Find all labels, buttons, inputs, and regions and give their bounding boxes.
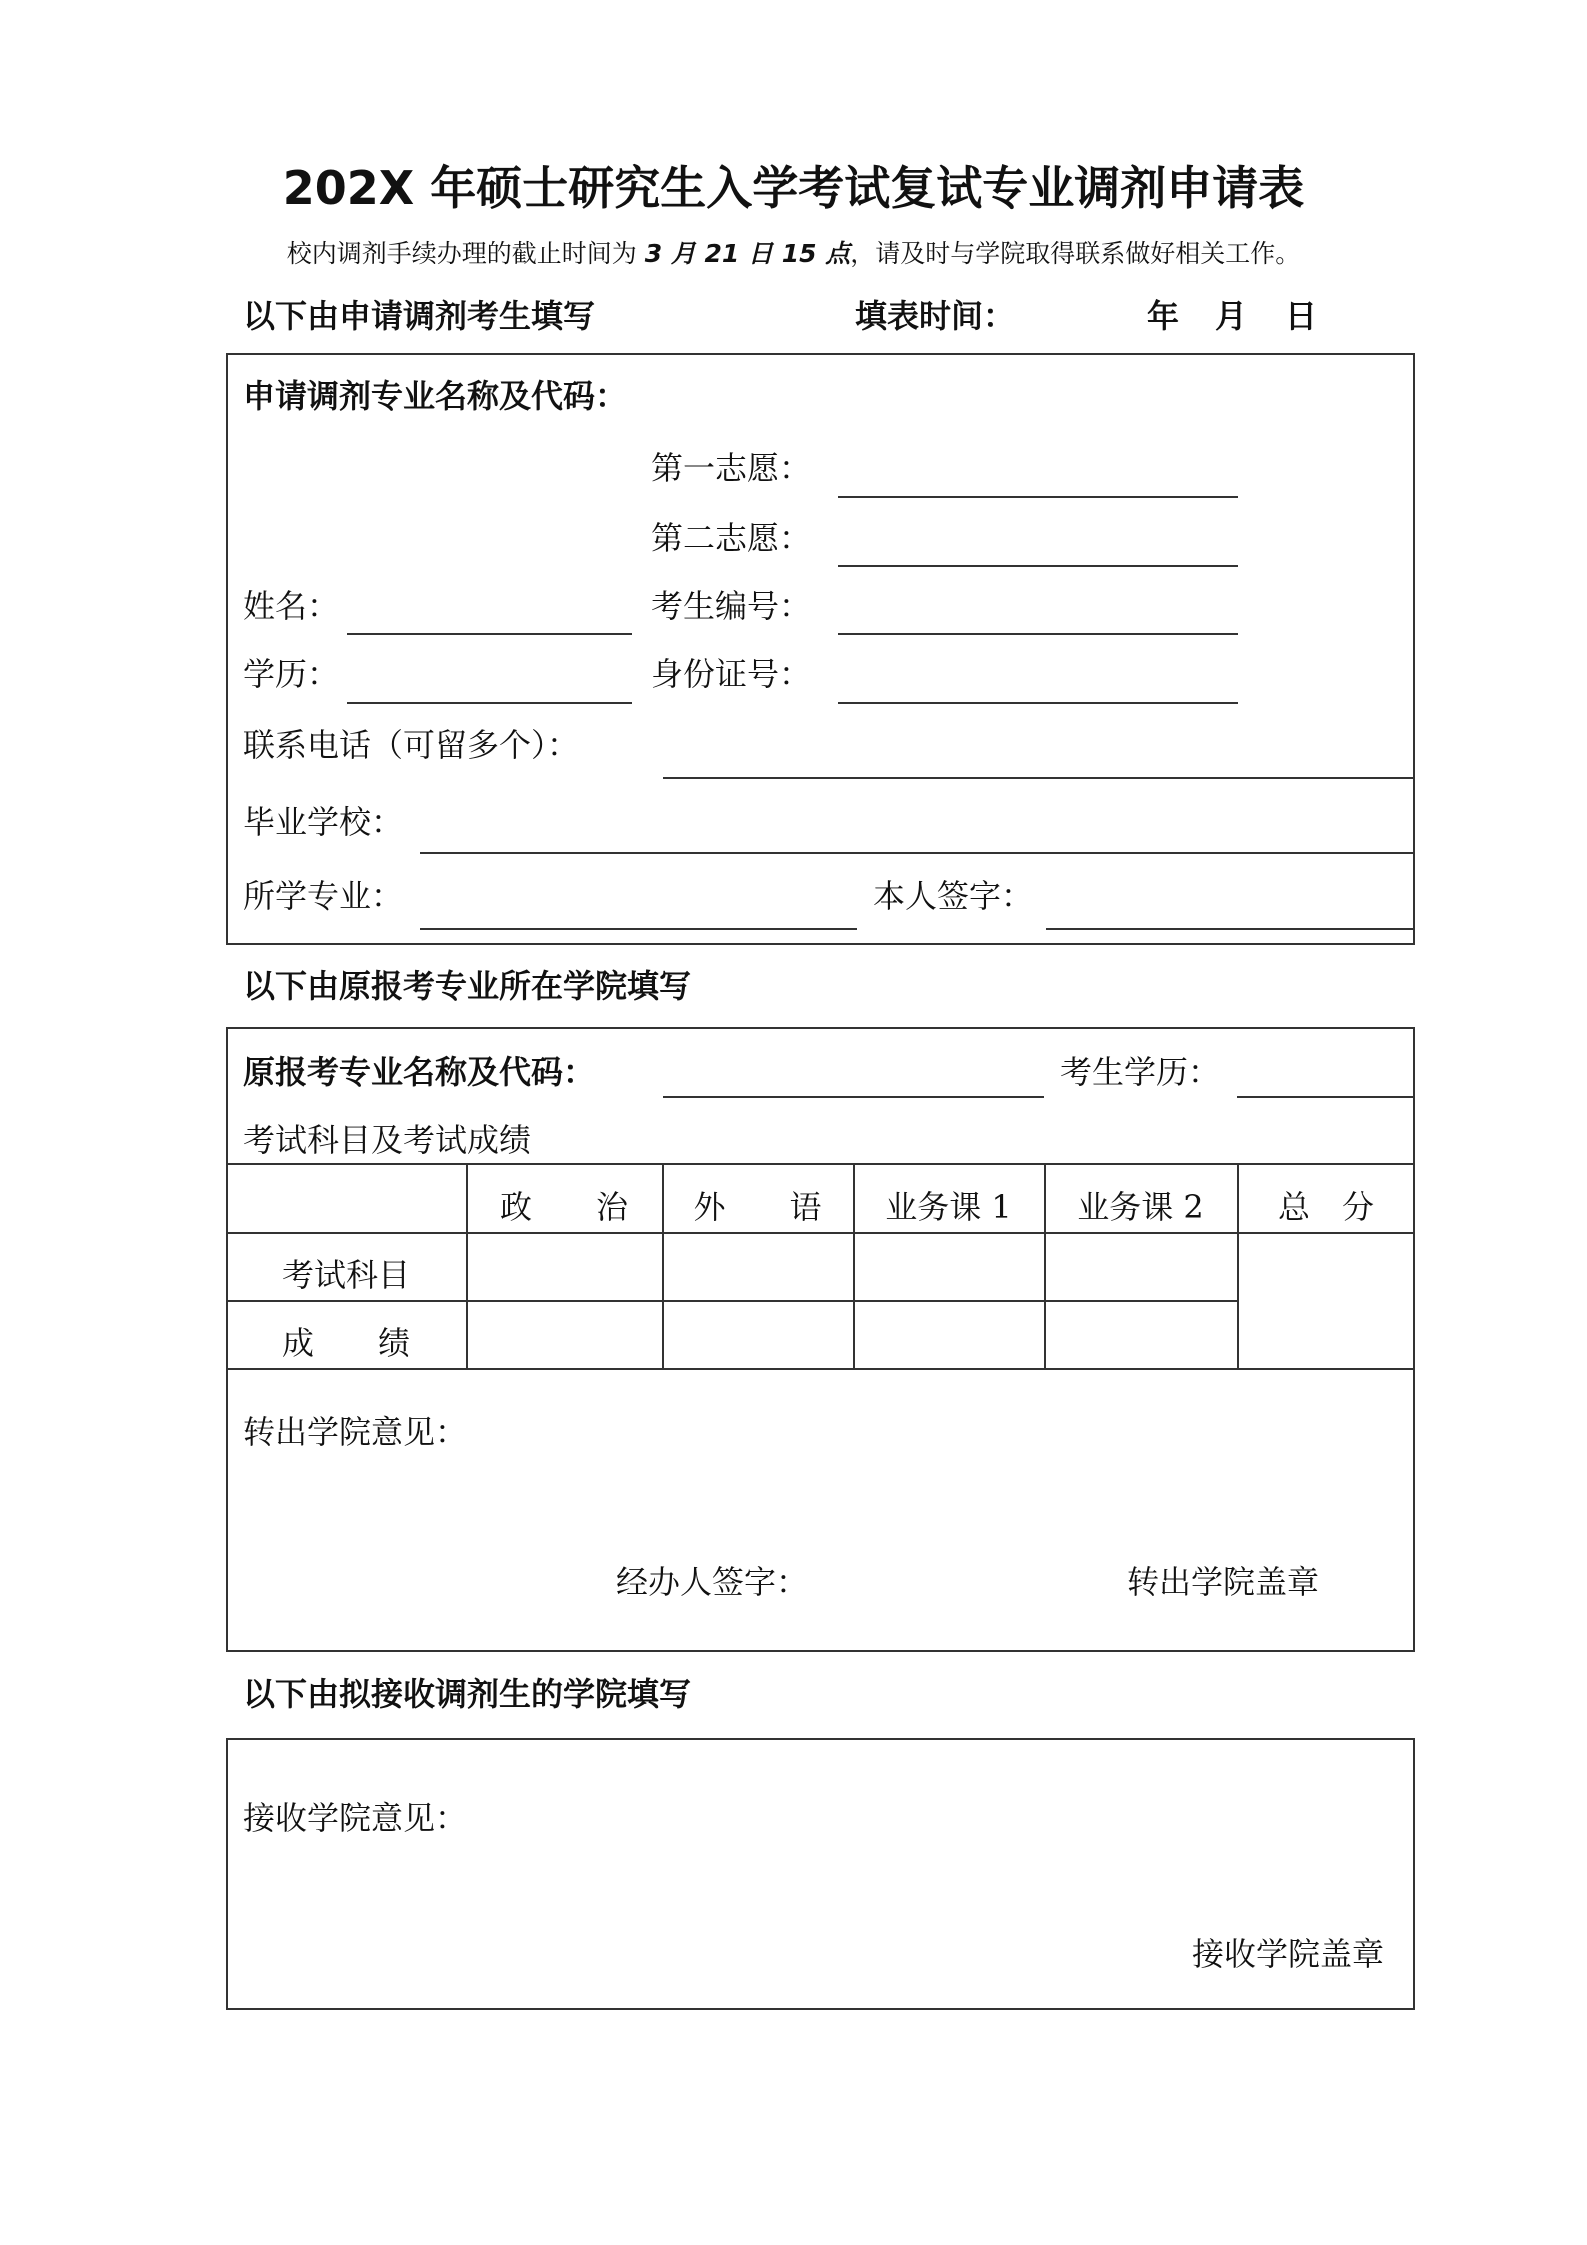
transfer-seal-label: 转出学院盖章 <box>1127 1563 1320 1601</box>
section3-heading: 以下由拟接收调剂生的学院填写 <box>243 1675 692 1713</box>
col-header-language: 外 语 <box>693 1188 822 1226</box>
section2-heading: 以下由原报考专业所在学院填写 <box>243 967 692 1005</box>
receive-opinion-area[interactable] <box>243 1845 1393 1945</box>
row-label-scores: 成 绩 <box>281 1324 410 1362</box>
education-field[interactable] <box>347 702 632 704</box>
col-header-course2: 业务课 2 <box>1077 1188 1204 1226</box>
cell-subject-course1[interactable] <box>855 1234 1042 1298</box>
cell-subject-language[interactable] <box>664 1234 851 1298</box>
receive-opinion-label: 接收学院意见： <box>243 1799 468 1837</box>
notice-prefix: 校内调剂手续办理的截止时间为 <box>286 239 637 268</box>
transfer-opinion-label: 转出学院意见： <box>243 1413 468 1451</box>
second-choice-field[interactable] <box>838 565 1238 567</box>
notice-suffix: ，请及时与学院取得联系做好相关工作。 <box>850 239 1301 268</box>
col-header-politics: 政 治 <box>499 1188 628 1226</box>
fill-month: 月 <box>1215 297 1248 335</box>
row-label-subjects: 考试科目 <box>281 1256 410 1294</box>
signature-label: 本人签字： <box>873 877 1034 915</box>
id-number-field[interactable] <box>838 702 1238 704</box>
exam-number-label: 考生编号： <box>651 587 812 625</box>
deadline-notice <box>0 236 1587 272</box>
id-number-label: 身份证号： <box>651 655 812 693</box>
phone-field[interactable] <box>663 777 1414 779</box>
receive-seal-label: 接收学院盖章 <box>1192 1935 1385 1973</box>
cell-subject-course2[interactable] <box>1046 1234 1235 1298</box>
education-label: 学历： <box>243 655 340 693</box>
page-title: 202X 年硕士研究生入学考试复试专业调剂申请表 <box>282 161 1305 215</box>
handler-signature-label: 经办人签字： <box>616 1563 809 1601</box>
first-choice-label: 第一志愿： <box>651 449 812 487</box>
table-bottom-border <box>226 1368 1415 1370</box>
name-field[interactable] <box>347 633 632 635</box>
cell-score-politics[interactable] <box>468 1302 660 1366</box>
major-studied-label: 所学专业： <box>243 877 404 915</box>
major-studied-field[interactable] <box>420 928 857 930</box>
name-label: 姓名： <box>243 587 340 625</box>
original-major-field[interactable] <box>663 1096 1044 1098</box>
cell-subject-politics[interactable] <box>468 1234 660 1298</box>
first-choice-field[interactable] <box>838 496 1238 498</box>
original-major-label: 原报考专业名称及代码： <box>243 1053 596 1091</box>
applicant-education-label: 考生学历： <box>1060 1053 1221 1091</box>
applicant-section-box <box>226 353 1415 945</box>
school-label: 毕业学校： <box>243 803 404 841</box>
cell-total-score[interactable] <box>1239 1234 1413 1366</box>
exam-number-field[interactable] <box>838 633 1238 635</box>
col-header-total: 总 分 <box>1277 1188 1374 1226</box>
second-choice-label: 第二志愿： <box>651 519 812 557</box>
fill-day: 日 <box>1285 297 1318 335</box>
subjects-scores-label: 考试科目及考试成绩 <box>243 1121 532 1159</box>
phone-label: 联系电话（可留多个）： <box>243 726 580 764</box>
notice-deadline: 3 月 21 日 15 点 <box>644 239 851 268</box>
signature-field[interactable] <box>1046 928 1414 930</box>
fill-time-label: 填表时间： <box>855 297 1016 335</box>
major-name-code-label: 申请调剂专业名称及代码： <box>243 377 628 415</box>
cell-score-language[interactable] <box>664 1302 851 1366</box>
cell-score-course2[interactable] <box>1046 1302 1235 1366</box>
school-field[interactable] <box>420 852 1414 854</box>
col-header-course1: 业务课 1 <box>885 1188 1012 1226</box>
transfer-opinion-area[interactable] <box>243 1460 1393 1560</box>
fill-year: 年 <box>1147 297 1180 335</box>
section1-heading: 以下由申请调剂考生填写 <box>243 297 596 335</box>
cell-score-course1[interactable] <box>855 1302 1042 1366</box>
applicant-education-field[interactable] <box>1237 1096 1414 1098</box>
